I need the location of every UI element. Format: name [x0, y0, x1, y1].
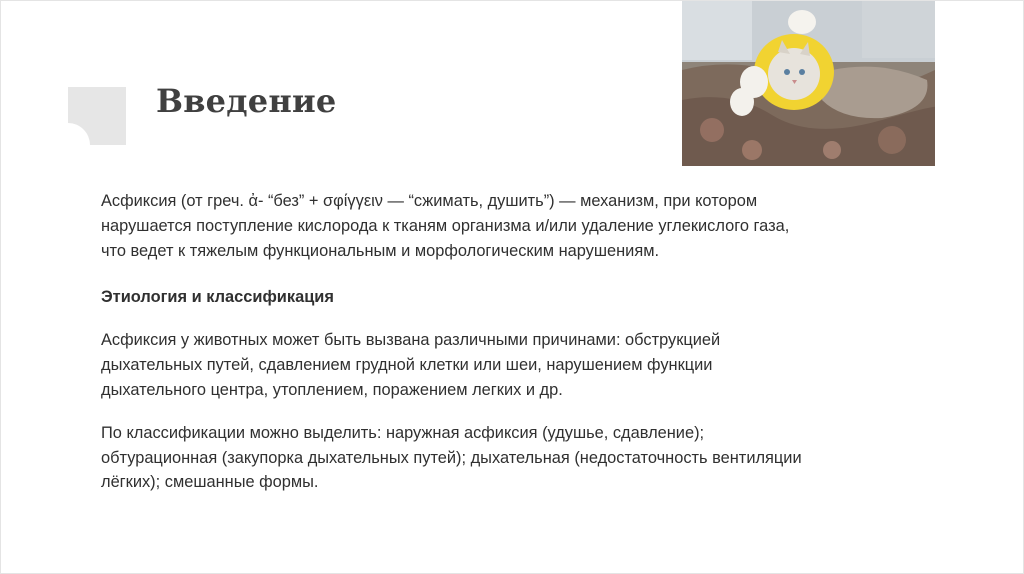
- intro-line-3: что ведет к тяжелым функциональным и морфологическим нарушениям.: [101, 241, 660, 260]
- section-heading: Этиология и классификация: [101, 288, 334, 307]
- slide-title: Введение: [156, 82, 337, 120]
- classification-line-3: лёгких); смешанные формы.: [101, 473, 319, 492]
- intro-line-1: Асфиксия (от греч. ἀ- “без” + σφίγγειν — “сжимать, душить”) — механизм, при котором: [101, 192, 758, 210]
- etiology-line-3: дыхательного центра, утоплением, поражением легких и др.: [101, 380, 563, 399]
- cat-with-cone-photo: [682, 0, 935, 166]
- etiology-line-2: дыхательных путей, сдавлением грудной клетки или шеи, нарушением функции: [101, 356, 713, 375]
- etiology-line-1: Асфиксия у животных может быть вызвана различными причинами: обструкцией: [101, 331, 721, 350]
- intro-line-2: нарушается поступление кислорода к тканям организма и/или удаление углекислого газа,: [101, 216, 790, 235]
- etiology-paragraph: [101, 328, 941, 402]
- classification-line-1: По классификации можно выделить: наружная асфиксия (удушье, сдавление);: [101, 423, 705, 442]
- decorative-quarter-ring-icon: [68, 87, 126, 145]
- slide-body: [101, 189, 941, 495]
- classification-paragraph: [101, 421, 941, 495]
- intro-paragraph: [101, 189, 941, 263]
- classification-line-2: обтурационная (закупорка дыхательных путей); дыхательная (недостаточность вентиляции: [101, 448, 802, 467]
